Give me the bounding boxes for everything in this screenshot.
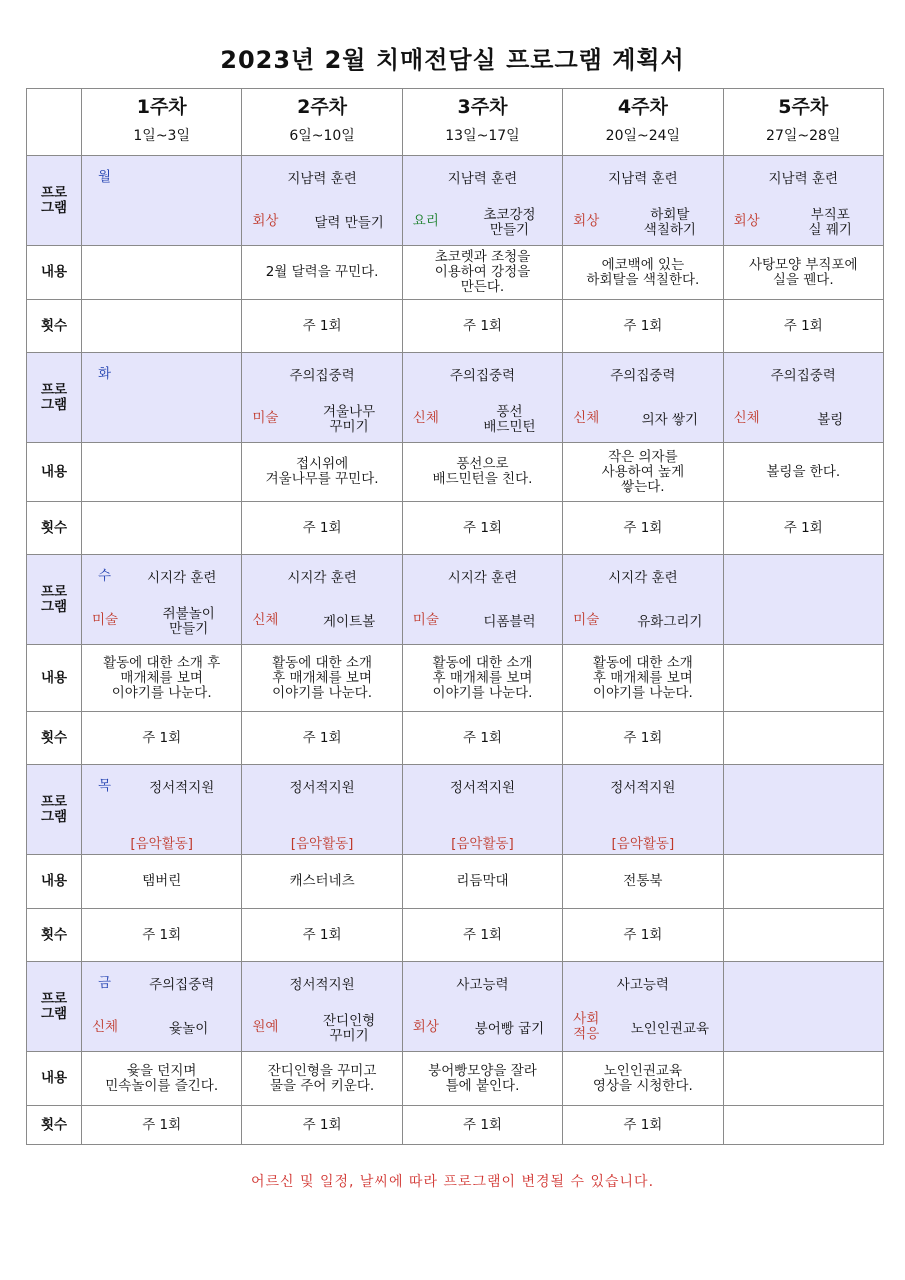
- program-cell-body: [563, 962, 722, 1051]
- content-cell: 사탕모양 부직포에 실을 꿴다.: [723, 246, 883, 300]
- activity-category: 미술: [412, 612, 439, 628]
- program-cell: [82, 765, 242, 855]
- program-title: 주의집중력: [770, 368, 836, 384]
- count-cell: 주 1회: [563, 1106, 723, 1145]
- week-header: [82, 89, 242, 156]
- program-cell-body: [724, 555, 883, 644]
- activity-name: 잔디인형 꾸미기: [323, 1013, 376, 1044]
- content-cell: 활동에 대한 소개 후 매개체를 보며 이야기를 나눈다.: [402, 645, 562, 712]
- program-cell: [82, 156, 242, 246]
- count-cell: 주 1회: [402, 1106, 562, 1145]
- program-cell-body: [82, 156, 241, 245]
- count-cell: 주 1회: [563, 300, 723, 353]
- activity-category: 미술: [573, 612, 600, 628]
- program-title: 지남력 훈련: [608, 171, 678, 187]
- week-header: [242, 89, 402, 156]
- activity-name: 하회탈 색칠하기: [643, 207, 696, 238]
- count-cell: 주 1회: [242, 1106, 402, 1145]
- count-cell: 주 1회: [82, 712, 242, 765]
- content-cell: [723, 645, 883, 712]
- program-cell: [563, 765, 723, 855]
- program-title: 정서적지원: [289, 977, 355, 993]
- activity-name: 노인인권교육: [630, 1021, 709, 1037]
- program-title: 시지각 훈련: [608, 570, 678, 586]
- content-cell: 전통북: [563, 855, 723, 909]
- week-header: [723, 89, 883, 156]
- page-title: 2023년 2월 치매전담실 프로그램 계획서: [220, 46, 685, 74]
- content-cell: 초코렛과 조청을 이용하여 강정을 만든다.: [402, 246, 562, 300]
- program-title: 지남력 훈련: [447, 171, 518, 187]
- program-row: [27, 555, 884, 645]
- program-cell: [82, 353, 242, 443]
- content-row: [27, 443, 884, 502]
- program-title: 시지각 훈련: [287, 570, 357, 586]
- activity-name: 부직포 실 꿰기: [808, 207, 852, 238]
- activity-type: [음악활동]: [290, 836, 354, 852]
- program-cell: [563, 353, 723, 443]
- week-label: 1주차: [136, 96, 187, 118]
- count-cell: 주 1회: [82, 909, 242, 962]
- program-cell-body: [724, 962, 883, 1051]
- activity-name: 게이트볼: [323, 614, 376, 630]
- program-cell: [723, 353, 883, 443]
- weekday-label: 금: [98, 975, 112, 991]
- content-row: [27, 1052, 884, 1106]
- row-label-content: 내용: [27, 443, 82, 502]
- program-cell: [402, 353, 562, 443]
- program-cell: [723, 765, 883, 855]
- row-label-count: 횟수: [27, 909, 82, 962]
- count-cell: 주 1회: [563, 712, 723, 765]
- content-cell: 풍선으로 배드민턴을 친다.: [402, 443, 562, 502]
- row-label-count: 횟수: [27, 502, 82, 555]
- count-cell: 주 1회: [242, 502, 402, 555]
- activity-name: 쥐불놀이 만들기: [162, 606, 215, 637]
- content-cell: [723, 855, 883, 909]
- program-row: [27, 765, 884, 855]
- activity-name: 디폼블럭: [483, 614, 536, 630]
- count-cell: [723, 712, 883, 765]
- activity-category: 미술: [252, 410, 279, 426]
- activity-type: [음악활동]: [451, 836, 514, 852]
- program-title: 정서적지원: [449, 780, 516, 796]
- program-cell: [723, 555, 883, 645]
- program-cell-body: [724, 765, 883, 854]
- activity-category: 회상: [573, 213, 600, 229]
- program-cell-body: [724, 353, 883, 442]
- activity-name: 초코강정 만들기: [483, 207, 536, 238]
- program-cell-body: [82, 765, 241, 854]
- activity-category: 회상: [733, 213, 760, 229]
- count-cell: [82, 502, 242, 555]
- program-cell-body: [403, 962, 562, 1051]
- program-cell: [242, 156, 402, 246]
- program-cell: [563, 962, 723, 1052]
- program-cell: [402, 962, 562, 1052]
- activity-category: 신체: [573, 410, 600, 426]
- program-plan-table: [26, 88, 884, 1145]
- program-cell-body: [403, 765, 562, 854]
- activity-name: 윷놀이: [169, 1021, 209, 1037]
- activity-name: 달력 만들기: [314, 215, 384, 231]
- program-cell: [563, 555, 723, 645]
- program-cell-body: [563, 156, 722, 245]
- row-label-program: 프로 그램: [27, 962, 82, 1052]
- count-row: [27, 1106, 884, 1145]
- row-label-program: 프로 그램: [27, 765, 82, 855]
- content-cell: 2월 달력을 꾸민다.: [242, 246, 402, 300]
- count-row: [27, 502, 884, 555]
- row-label-content: 내용: [27, 855, 82, 909]
- content-cell: 에코백에 있는 하회탈을 색칠한다.: [563, 246, 723, 300]
- program-cell: [82, 962, 242, 1052]
- program-title: 사고능력: [456, 977, 509, 993]
- weekday-label: 수: [98, 568, 112, 584]
- count-cell: [82, 300, 242, 353]
- activity-category: 회상: [252, 213, 279, 229]
- program-row: [27, 353, 884, 443]
- content-cell: 노인인권교육 영상을 시청한다.: [563, 1052, 723, 1106]
- program-cell-body: [82, 555, 241, 644]
- count-cell: 주 1회: [563, 502, 723, 555]
- content-cell: 작은 의자를 사용하여 높게 쌓는다.: [563, 443, 723, 502]
- program-cell: [402, 765, 562, 855]
- row-label-count: 횟수: [27, 300, 82, 353]
- activity-category: 원예: [252, 1019, 279, 1035]
- program-cell: [242, 353, 402, 443]
- content-cell: [82, 246, 242, 300]
- activity-category: 신체: [252, 612, 279, 628]
- program-row: [27, 156, 884, 246]
- week-label: 2주차: [297, 96, 348, 118]
- activity-category: 요리: [412, 213, 439, 229]
- content-cell: 윷을 던지며 민속놀이를 즐긴다.: [82, 1052, 242, 1106]
- program-cell-body: [242, 765, 401, 854]
- week-label: 3주차: [457, 96, 508, 118]
- program-cell-body: [403, 156, 562, 245]
- activity-name: 의자 쌓기: [641, 412, 699, 428]
- activity-name: 붕어빵 굽기: [474, 1021, 545, 1037]
- row-label-content: 내용: [27, 1052, 82, 1106]
- program-cell: [723, 156, 883, 246]
- content-cell: 활동에 대한 소개 후 매개체를 보며 이야기를 나눈다.: [242, 645, 402, 712]
- program-title: 지남력 훈련: [768, 171, 838, 187]
- weekday-label: 화: [98, 366, 112, 382]
- program-title: 주의집중력: [149, 977, 215, 993]
- week-dates: 13일~17일: [445, 128, 520, 144]
- count-cell: 주 1회: [723, 502, 883, 555]
- program-cell-body: [563, 555, 722, 644]
- program-cell-body: [563, 353, 722, 442]
- week-dates: 20일~24일: [605, 128, 681, 144]
- row-label-program: 프로 그램: [27, 156, 82, 246]
- count-cell: 주 1회: [242, 712, 402, 765]
- content-cell: 접시위에 겨울나무를 꾸민다.: [242, 443, 402, 502]
- weekday-label: 목: [98, 778, 112, 794]
- content-cell: 잔디인형을 꾸미고 물을 주어 키운다.: [242, 1052, 402, 1106]
- corner-cell: [27, 89, 82, 156]
- count-cell: [723, 1106, 883, 1145]
- week-label: 5주차: [778, 96, 829, 118]
- program-cell: [563, 156, 723, 246]
- week-dates: 1일~3일: [133, 128, 190, 144]
- count-row: [27, 712, 884, 765]
- activity-name: 볼링: [817, 412, 844, 428]
- content-cell: 붕어빵모양을 잘라 틀에 붙인다.: [402, 1052, 562, 1106]
- program-cell-body: [724, 156, 883, 245]
- content-cell: 리듬막대: [402, 855, 562, 909]
- program-cell-body: [403, 353, 562, 442]
- count-row: [27, 300, 884, 353]
- week-label: 4주차: [617, 96, 668, 118]
- count-cell: [723, 909, 883, 962]
- program-cell-body: [242, 353, 401, 442]
- count-cell: 주 1회: [242, 909, 402, 962]
- program-row: [27, 962, 884, 1052]
- row-label-count: 횟수: [27, 1106, 82, 1145]
- program-cell-body: [403, 555, 562, 644]
- row-label-content: 내용: [27, 246, 82, 300]
- activity-category: 신체: [733, 410, 760, 426]
- count-cell: 주 1회: [82, 1106, 242, 1145]
- content-cell: [723, 1052, 883, 1106]
- program-title: 사고능력: [616, 977, 669, 993]
- program-title: 시지각 훈련: [146, 570, 217, 586]
- week-dates: 6일~10일: [289, 128, 355, 144]
- content-cell: 활동에 대한 소개 후 매개체를 보며 이야기를 나눈다.: [82, 645, 242, 712]
- program-title: 정서적지원: [149, 780, 215, 796]
- program-title: 주의집중력: [610, 368, 676, 384]
- weekday-label: 월: [98, 169, 112, 185]
- program-cell-body: [563, 765, 722, 854]
- program-cell: [82, 555, 242, 645]
- activity-name: 겨울나무 꾸미기: [323, 404, 376, 435]
- count-cell: 주 1회: [402, 712, 562, 765]
- count-cell: 주 1회: [402, 909, 562, 962]
- row-label-program: 프로 그램: [27, 353, 82, 443]
- program-cell: [242, 555, 402, 645]
- program-cell-body: [82, 353, 241, 442]
- count-cell: 주 1회: [402, 300, 562, 353]
- content-cell: 볼링을 한다.: [723, 443, 883, 502]
- activity-type: [음악활동]: [611, 836, 675, 852]
- week-dates: 27일~28일: [766, 128, 841, 144]
- week-header: [563, 89, 723, 156]
- content-row: [27, 246, 884, 300]
- row-label-program: 프로 그램: [27, 555, 82, 645]
- program-title: 정서적지원: [289, 780, 355, 796]
- program-cell: [723, 962, 883, 1052]
- activity-name: 유화그리기: [637, 614, 703, 630]
- content-cell: 활동에 대한 소개 후 매개체를 보며 이야기를 나눈다.: [563, 645, 723, 712]
- program-title: 정서적지원: [610, 780, 676, 796]
- program-title: 주의집중력: [289, 368, 355, 384]
- program-cell-body: [242, 156, 401, 245]
- row-label-count: 횟수: [27, 712, 82, 765]
- program-cell: [402, 555, 562, 645]
- activity-name: 풍선 배드민턴: [483, 404, 536, 435]
- activity-category: 회상: [412, 1019, 439, 1035]
- activity-type: [음악활동]: [130, 836, 194, 852]
- content-cell: 탬버린: [82, 855, 242, 909]
- count-cell: 주 1회: [563, 909, 723, 962]
- content-row: [27, 645, 884, 712]
- count-row: [27, 909, 884, 962]
- program-cell: [242, 765, 402, 855]
- count-cell: 주 1회: [402, 502, 562, 555]
- content-cell: [82, 443, 242, 502]
- activity-category: 사회 적응: [573, 1011, 600, 1042]
- program-cell: [242, 962, 402, 1052]
- program-cell: [402, 156, 562, 246]
- week-header-row: [27, 89, 884, 156]
- program-title: 시지각 훈련: [447, 570, 518, 586]
- program-cell-body: [242, 555, 401, 644]
- row-label-content: 내용: [27, 645, 82, 712]
- week-header: [402, 89, 562, 156]
- activity-category: 미술: [92, 612, 119, 628]
- count-cell: 주 1회: [723, 300, 883, 353]
- activity-category: 신체: [92, 1019, 119, 1035]
- program-cell-body: [242, 962, 401, 1051]
- content-cell: 캐스터네츠: [242, 855, 402, 909]
- content-row: [27, 855, 884, 909]
- program-cell-body: [82, 962, 241, 1051]
- program-title: 주의집중력: [449, 368, 516, 384]
- program-title: 지남력 훈련: [287, 171, 357, 187]
- footer-note: 어르신 및 일정, 날씨에 따라 프로그램이 변경될 수 있습니다.: [250, 1174, 655, 1190]
- count-cell: 주 1회: [242, 300, 402, 353]
- activity-category: 신체: [412, 410, 439, 426]
